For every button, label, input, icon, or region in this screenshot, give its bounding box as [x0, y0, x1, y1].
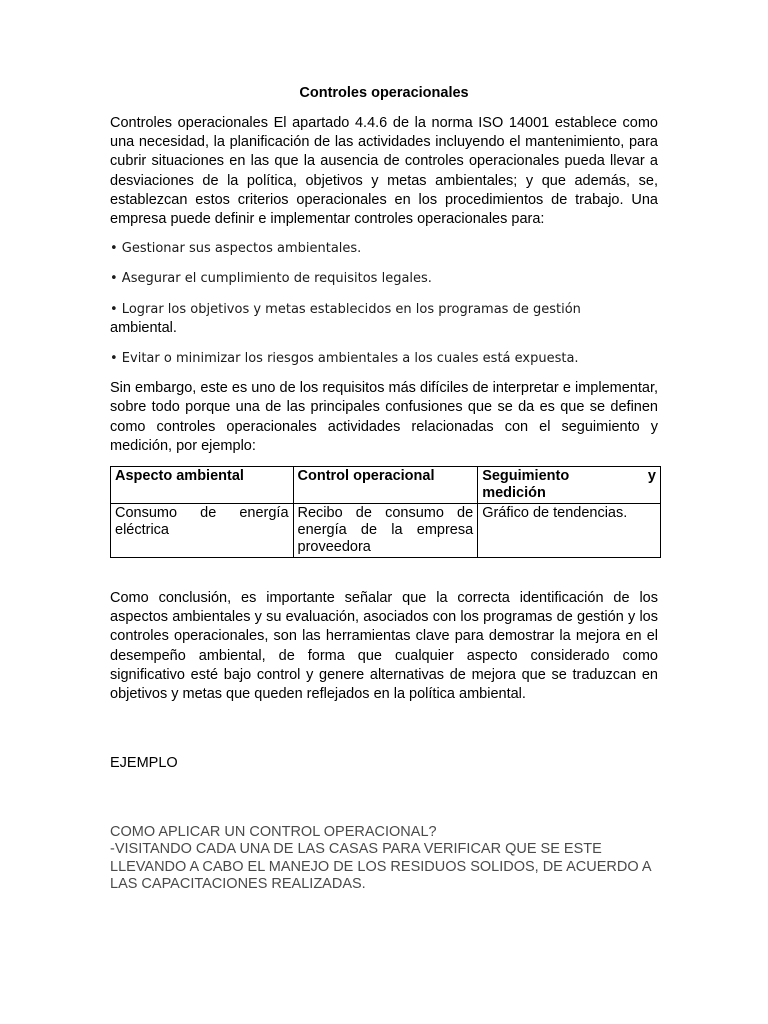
table-cell-monitoring: Gráfico de tendencias. — [478, 504, 661, 558]
table-cell-aspect — [111, 504, 294, 558]
table-row — [111, 504, 661, 558]
table-header-monitoring-line2: medición — [482, 485, 546, 502]
table-cell-aspect-line1: Consumo de energía — [115, 505, 289, 522]
table-header-row — [111, 467, 661, 504]
example-answer: -VISITANDO CADA UNA DE LAS CASAS PARA VERIFICAR QUE SE ESTE LLEVANDO A CABO EL MANEJO DE LOS RESIDUOS SOLIDOS, DE ACUERDO A LAS CAPACITACIONES REALIZADAS. — [110, 841, 651, 892]
table-header-control: Control operacional — [293, 467, 478, 504]
table-cell-aspect-line2: eléctrica — [115, 522, 169, 539]
bullet-item-3-text: • Lograr los objetivos y metas establecidos en los programas de gestión — [110, 301, 581, 317]
table-header-monitoring — [478, 467, 661, 504]
bullet-item-3-tail: ambiental. — [110, 319, 177, 336]
document-title: Controles operacionales — [299, 85, 469, 101]
bullet-item-3 — [110, 300, 658, 338]
table-header-aspect: Aspecto ambiental — [111, 467, 294, 504]
second-paragraph: Sin embargo, este es uno de los requisitos más difíciles de interpretar e implementar, sobre todo porque una de las principales confusiones que se da es que se definen como controles operacionales actividades relacionadas con el seguimiento y medición, por ejemplo: — [110, 380, 658, 454]
document-page — [110, 84, 658, 893]
example-question: COMO APLICAR UN CONTROL OPERACIONAL? — [110, 824, 437, 841]
table-cell-control: Recibo de consumo de energía de la empresa proveedora — [293, 504, 478, 558]
example-heading: EJEMPLO — [110, 755, 178, 772]
bullet-item-4: • Evitar o minimizar los riesgos ambientales a los cuales está expuesta. — [110, 351, 579, 367]
conclusion-paragraph: Como conclusión, es importante señalar que la correcta identificación de los aspectos ambientales y su evaluación, asociados con los programas de gestión y los controles operacionales, son las herramientas clave para demostrar la mejora en el desempeño ambiental, de forma que cualquier aspecto considerado como significativo esté bajo control y genere alternativas de mejora que se traduzcan en objetivos y metas que queden reflejados en la política ambiental. — [110, 590, 658, 703]
example-block — [110, 824, 658, 893]
table-header-monitoring-line1: Seguimiento y — [482, 468, 656, 485]
bullet-item-1: • Gestionar sus aspectos ambientales. — [110, 241, 362, 257]
bullet-item-2: • Asegurar el cumplimiento de requisitos legales. — [110, 271, 432, 287]
aspects-table — [110, 466, 661, 558]
intro-paragraph: Controles operacionales El apartado 4.4.6 de la norma ISO 14001 establece como una necesidad, la planificación de las actividades incluyendo el mantenimiento, para cubrir situaciones en las que la ausencia de controles operacionales pueda llevar a desviaciones de la política, objetivos y metas ambientales; y que además, se, establezcan estos criterios operacionales en los procedimientos de trabajo. Una empresa puede definir e implementar controles operacionales para: — [110, 115, 658, 228]
